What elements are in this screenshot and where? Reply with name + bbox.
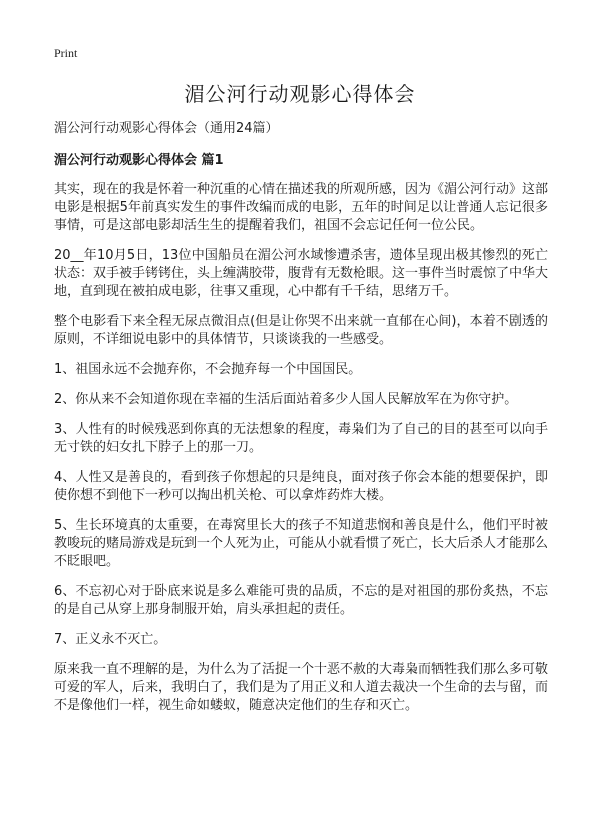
print-link[interactable]: Print (54, 46, 78, 60)
list-item-1: 1、祖国永远不会抛弃你，不会抛弃每一个中国国民。 (54, 362, 362, 377)
paragraph-event: 20__年10月5日，13位中国船员在湄公河水域惨遭杀害，遗体呈现出极其惨烈的死亡状态：双手被手铐铐住，头上缠满胶带，腹背有无数枪眼。这一事件当时震惊了中华大地，直到现在被拍成电影，往事又重现，心中都有千千结，思绪万千。 (54, 248, 549, 299)
list-item-4: 4、人性又是善良的，看到孩子你想起的只是纯良，面对孩子你会本能的想要保护，即使你想不到他下一秒可以掏出机关枪、可以拿炸药炸大楼。 (54, 470, 548, 503)
list-item-3: 3、人性有的时候残恶到你真的无法想象的程度，毒枭们为了自己的目的甚至可以向手无寸铁的妇女扎下脖子上的那一刀。 (54, 422, 548, 455)
document-body (54, 120, 548, 727)
list-item-5: 5、生长环境真的太重要，在毒窝里长大的孩子不知道悲悯和善良是什么，他们平时被教唆玩的赌局游戏是玩到一个人死为止，可能从小就看惯了死亡，长大后杀人才能那么不眨眼吧。 (54, 518, 549, 569)
list-item-6: 6、不忘初心对于卧底来说是多么难能可贵的品质，不忘的是对祖国的那份炙热，不忘的是自己从穿上那身制服开始，肩头承担起的责任。 (54, 584, 548, 617)
paragraph-intro: 其实，现在的我是怀着一种沉重的心情在描述我的所观所感，因为《湄公河行动》这部电影是根据5年前真实发生的事件改编而成的电影，五年的时间足以让普通人忘记很多事情，可是这部电影却活生生的提醒着我们，祖国不会忘记任何一位公民。 (54, 182, 549, 233)
list-item-7: 7、正义永不灭亡。 (54, 632, 167, 647)
section-heading: 湄公河行动观影心得体会 篇1 (54, 153, 224, 168)
paragraph-conclusion: 原来我一直不理解的是，为什么为了活捉一个十恶不赦的大毒枭而牺牲我们那么多可敬可爱的军人，后来，我明白了，我们是为了用正义和人道去裁决一个生命的去与留，而不是像他们一样，视生命如蝼蚁，随意决定他们的生存和灭亡。 (54, 662, 549, 713)
document-subtitle: 湄公河行动观影心得体会（通用24篇） (54, 121, 279, 136)
paragraph-overview: 整个电影看下来全程无尿点微泪点(但是让你哭不出来就一直郁在心间)，本着不剧透的原则，不详细说电影中的具体情节，只谈谈我的一些感受。 (54, 314, 548, 347)
document-title: 湄公河行动观影心得体会 (184, 82, 416, 106)
list-item-2: 2、你从来不会知道你现在幸福的生活后面站着多少人国人民解放军在为你守护。 (54, 392, 518, 407)
